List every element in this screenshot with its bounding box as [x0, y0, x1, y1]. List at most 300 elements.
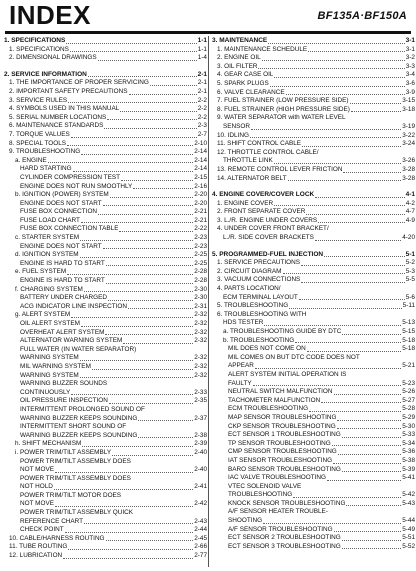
toc-entry[interactable] [1, 415, 207, 424]
toc-entry-title: MIL WARNING SYSTEM [20, 362, 91, 370]
dot-leader [110, 197, 193, 198]
toc-entry[interactable] [209, 157, 415, 166]
dot-leader [81, 154, 193, 155]
toc-entry-title: 11. SHIFT CONTROL CABLE [217, 140, 302, 148]
toc-entry-title: 1. MAINTENANCE SCHEDULE [217, 45, 308, 53]
toc-entry[interactable] [1, 475, 207, 484]
toc-entry-title: BATTERY UNDER CHARGED [20, 294, 107, 302]
toc-entry[interactable] [1, 543, 207, 552]
toc-entry[interactable] [1, 458, 207, 467]
toc-entry-title: 2. FRONT SEPARATE COVER [217, 208, 306, 216]
toc-entry[interactable] [209, 457, 415, 466]
toc-page-number: 5-13 [402, 319, 415, 327]
toc-entry[interactable] [1, 200, 207, 209]
toc-entry[interactable] [209, 397, 415, 406]
toc-page-number: 5-15 [402, 328, 415, 335]
toc-entry[interactable] [209, 268, 415, 277]
toc-entry-title: 10. IDLING [217, 131, 249, 139]
dot-leader [318, 222, 405, 223]
dot-leader [327, 480, 401, 481]
toc-entry[interactable] [1, 208, 207, 217]
dot-leader [65, 532, 194, 533]
toc-page-number: 2-10 [194, 139, 207, 147]
dot-leader [55, 472, 193, 473]
dot-leader [103, 205, 194, 206]
toc-page-number: 2-2 [197, 113, 207, 121]
toc-page-number: 2-66 [194, 543, 207, 551]
toc-entry[interactable] [1, 432, 207, 441]
toc-entry[interactable] [209, 89, 415, 98]
toc-page-number: 3-4 [405, 71, 415, 79]
toc-entry[interactable] [1, 423, 207, 432]
toc-entry[interactable] [209, 63, 415, 72]
toc-entry-title: A/F SENSOR HEATER TROUBLE- [228, 508, 328, 516]
toc-entry-title: VTEC SOLENOID VALVE [228, 482, 302, 490]
toc-page-number: 2-41 [194, 483, 207, 491]
toc-entry[interactable] [1, 286, 207, 295]
dot-leader [299, 299, 405, 300]
toc-entry-title: 3. OIL FILTER [217, 62, 258, 70]
toc-page-number: 4-1 [405, 191, 415, 199]
toc-entry[interactable] [1, 243, 207, 252]
toc-page-number: 3-2 [405, 54, 415, 62]
toc-entry[interactable] [1, 552, 207, 561]
toc-page-number: 2-35 [194, 397, 207, 405]
toc-entry[interactable] [209, 534, 415, 543]
toc-page-number: 2-21 [194, 216, 207, 224]
dot-leader [337, 420, 401, 421]
dot-leader [286, 94, 405, 95]
toc-entry-title: 4. ENGINE COVER/COVER LOCK [212, 191, 315, 199]
toc-entry-title: OVERHEAT ALERT SYSTEM [20, 328, 105, 336]
toc-entry-title: MIL DOES NOT COME ON [228, 345, 306, 353]
dot-leader [71, 317, 193, 318]
toc-entry[interactable] [209, 345, 415, 354]
toc-entry[interactable] [1, 191, 207, 200]
toc-entry-title: 4. SYMBOLS USED IN THIS MANUAL [9, 105, 120, 113]
toc-page-number: 2-21 [194, 208, 207, 216]
dot-leader [264, 325, 401, 326]
toc-page-number: 5-11 [402, 302, 415, 310]
toc-entry-title: 14. ALTERNATOR BELT [217, 174, 287, 182]
toc-entry[interactable] [1, 97, 207, 106]
toc-page-number: 5-49 [402, 525, 415, 533]
dot-leader [129, 94, 197, 95]
toc-entry-title: L./R. SIDE COVER BRACKETS [223, 234, 314, 242]
toc-page-number: 2-30 [194, 294, 207, 302]
toc-entry[interactable] [1, 311, 207, 320]
toc-entry[interactable] [209, 500, 415, 509]
dot-leader [67, 274, 193, 275]
toc-entry-title: HARD STARTING [20, 165, 72, 173]
toc-entry-title: WARNING BUZZER KEEPS SOUNDING [20, 431, 138, 439]
toc-entry-title: 4. UNDER COVER FRONT BRACKET/ [217, 225, 329, 233]
toc-entry[interactable] [209, 285, 415, 294]
toc-entry[interactable] [209, 448, 415, 457]
toc-entry-title: FAULTY [228, 379, 252, 387]
toc-entry[interactable] [209, 132, 415, 141]
toc-page-number: 5-3 [405, 267, 415, 275]
toc-entry-title: 1. SPECIFICATIONS [9, 45, 69, 53]
dot-leader [71, 394, 193, 395]
toc-entry[interactable] [1, 157, 207, 166]
dot-leader [343, 172, 401, 173]
toc-entry-title: 7. TORQUE VALUES [9, 130, 70, 138]
section-gap [209, 183, 415, 191]
toc-page-number: 2-28 [194, 268, 207, 276]
toc-entry-title: 3. VACUUM CONNECTIONS [217, 276, 301, 284]
toc-entry-title: NOT HOLD [20, 483, 53, 491]
toc-entry[interactable] [1, 406, 207, 415]
dot-leader [82, 446, 193, 447]
toc-entry-title: SENSOR [223, 122, 250, 130]
toc-entry[interactable] [209, 491, 415, 500]
dot-leader [80, 240, 193, 241]
toc-entry[interactable] [1, 526, 207, 535]
toc-page-number: 5-23 [402, 379, 415, 387]
toc-entry[interactable] [209, 71, 415, 80]
toc-entry[interactable] [209, 474, 415, 483]
toc-entry[interactable] [209, 54, 415, 63]
toc-entry[interactable] [1, 363, 207, 372]
toc-section-heading[interactable] [1, 71, 207, 80]
toc-entry[interactable] [1, 105, 207, 114]
toc-page-number: 5-27 [402, 396, 415, 404]
toc-section-heading[interactable] [209, 37, 415, 46]
toc-page-number: 5-42 [402, 491, 415, 499]
toc-entry[interactable] [1, 131, 207, 140]
toc-entry[interactable] [209, 423, 415, 432]
dot-leader [342, 548, 402, 549]
toc-entry[interactable] [1, 251, 207, 260]
toc-page-number: 5-30 [402, 422, 415, 430]
toc-entry[interactable] [209, 234, 415, 243]
toc-entry-title: a. TROUBLESHOOTING GUIDE BY DTC [223, 328, 342, 335]
toc-entry-title: 2. ENGINE OIL [217, 54, 261, 62]
toc-entry-title: ECT SENSOR 1 TROUBLESHOOTING [228, 431, 341, 439]
toc-entry[interactable] [1, 260, 207, 269]
toc-entry-title: ECM TROUBLESHOOTING [228, 405, 309, 413]
toc-page-number: 2-23 [194, 234, 207, 242]
model-label: BF135A·BF150A [317, 10, 407, 22]
dot-leader [120, 111, 196, 112]
toc-entry-title: MAP SENSOR TROUBLESHOOTING [228, 413, 337, 421]
toc-entry[interactable] [1, 337, 207, 346]
dot-leader [321, 402, 401, 403]
dot-leader [81, 222, 193, 223]
toc-entry-title: FUSE BOX CONNECTION [20, 208, 98, 216]
toc-entry[interactable] [1, 88, 207, 97]
toc-section-heading[interactable] [209, 191, 415, 200]
toc-page-number: 3-6 [405, 79, 415, 87]
dot-leader [250, 137, 401, 138]
toc-entry[interactable] [209, 526, 415, 535]
dot-leader [253, 385, 402, 386]
dot-leader [302, 146, 401, 147]
toc-entry[interactable] [1, 303, 207, 312]
dot-leader [107, 119, 196, 120]
dot-leader [315, 240, 401, 241]
toc-page-number: 2-14 [194, 156, 207, 164]
toc-entry[interactable] [1, 183, 207, 192]
toc-entry[interactable] [1, 234, 207, 243]
toc-entry[interactable] [209, 440, 415, 449]
dot-leader [324, 256, 404, 257]
toc-entry[interactable] [1, 518, 207, 527]
toc-entry-title: 6. MAINTENANCE STANDARDS [9, 122, 104, 130]
toc-entry[interactable] [209, 175, 415, 184]
toc-entry-title: b. IGNITION (POWER) SYSTEM [15, 191, 109, 199]
toc-page-number: 2-30 [194, 285, 207, 293]
toc-entry[interactable] [209, 208, 415, 217]
dot-leader [80, 257, 194, 258]
toc-entry[interactable] [209, 166, 415, 175]
dot-leader [150, 85, 197, 86]
toc-entry[interactable] [1, 114, 207, 123]
dot-leader [121, 180, 193, 181]
toc-entry[interactable] [1, 79, 207, 88]
dot-leader [70, 51, 197, 52]
toc-entry-title: POWER TRIM/TILT ASSEMBLY DOES [20, 474, 131, 482]
toc-entry[interactable] [1, 389, 207, 398]
toc-entry-title: A/F SENSOR TROUBLESHOOTING [228, 525, 333, 533]
toc-entry[interactable] [209, 414, 415, 423]
toc-page-number: 3-28 [402, 165, 415, 173]
toc-entry[interactable] [209, 543, 415, 552]
toc-entry[interactable] [209, 149, 415, 158]
dot-leader [55, 506, 193, 507]
dot-leader [63, 558, 193, 559]
toc-entry[interactable] [1, 148, 207, 157]
toc-entry-title: NEUTRAL SWITCH MALFUNCTION [228, 388, 333, 396]
page-title: INDEX [9, 0, 91, 30]
toc-page-number: 3-15 [402, 97, 415, 105]
toc-entry-title: CONTINUOUSLY [20, 388, 71, 396]
toc-entry[interactable] [1, 46, 207, 55]
section-gap [1, 63, 207, 71]
toc-page-number: 2-32 [194, 371, 207, 379]
toc-entry[interactable] [1, 397, 207, 406]
toc-entry[interactable] [209, 97, 415, 106]
toc-entry[interactable] [1, 217, 207, 226]
toc-entry[interactable] [209, 371, 415, 380]
toc-entry-title: TACHOMETER MALFUNCTION [228, 396, 321, 404]
toc-entry-title: 11. TUBE ROUTING [9, 543, 68, 551]
toc-entry-title: ALERT SYSTEM INITIAL OPERATION IS [228, 370, 347, 378]
toc-page-number: 2-40 [194, 448, 207, 456]
toc-entry[interactable] [1, 492, 207, 501]
toc-entry[interactable] [1, 277, 207, 286]
toc-entry[interactable] [209, 483, 415, 492]
toc-entry-title: TROUBLESHOOTING [228, 491, 293, 499]
dot-leader [251, 129, 401, 130]
toc-entry-title: WARNING SYSTEM [20, 371, 79, 379]
dot-leader [337, 428, 401, 429]
toc-page-number: 5-36 [402, 448, 415, 456]
dot-leader [80, 360, 194, 361]
toc-entry-title: 8. FUEL STRAINER (HIGH PRESSURE SIDE) [217, 105, 350, 113]
toc-entry[interactable] [1, 268, 207, 277]
dot-leader [274, 205, 405, 206]
toc-entry[interactable] [209, 106, 415, 115]
toc-entry[interactable] [209, 380, 415, 389]
toc-entry-title: 13. REMOTE CONTROL LEVER FRICTION [217, 165, 343, 173]
toc-page-number: 5-34 [402, 439, 415, 447]
toc-entry[interactable] [209, 337, 415, 346]
toc-entry-title: 2. DIMENSIONAL DRAWINGS [9, 54, 97, 62]
toc-entry-title: 10. CABLE/HARNESS ROUTING [9, 534, 105, 542]
toc-entry-title: a. ENGINE [15, 156, 47, 164]
toc-entry[interactable] [209, 405, 415, 414]
toc-entry[interactable] [209, 517, 415, 526]
toc-entry[interactable] [209, 466, 415, 475]
dot-leader [295, 342, 401, 343]
toc-page-number: 5-28 [402, 405, 415, 413]
toc-entry[interactable] [209, 140, 415, 149]
toc-page-number: 2-43 [194, 517, 207, 525]
toc-entry[interactable] [209, 508, 415, 517]
toc-entry[interactable] [1, 440, 207, 449]
toc-entry[interactable] [1, 466, 207, 475]
toc-entry-title: POWER TRIM/TILT ASSEMBLY DOES [20, 457, 131, 465]
toc-entry-title: e. FUEL SYSTEM [15, 268, 67, 276]
toc-entry-title: 5. SERIAL NUMBER LOCATIONS [9, 113, 107, 121]
toc-entry[interactable] [1, 509, 207, 518]
toc-entry-title: ECT SENSOR 3 TROUBLESHOOTING [228, 542, 341, 550]
toc-entry[interactable] [1, 54, 207, 63]
toc-entry[interactable] [209, 225, 415, 234]
toc-page-number: 2-38 [194, 431, 207, 439]
toc-page-number: 2-2 [197, 105, 207, 113]
toc-entry-title: 1. THE IMPORTANCE OF PROPER SERVICING [9, 79, 149, 87]
toc-entry[interactable] [209, 123, 415, 132]
toc-entry-title: g. ALERT SYSTEM [15, 311, 71, 319]
toc-entry-title: h. SHIFT MECHANISM [15, 440, 82, 448]
toc-entry[interactable] [1, 225, 207, 234]
toc-page-number: 2-25 [194, 259, 207, 267]
toc-entry[interactable] [209, 259, 415, 268]
toc-entry-title: 7. FUEL STRAINER (LOW PRESSURE SIDE) [217, 97, 349, 105]
toc-entry-title: INTERMITTENT SHORT SOUND OF [20, 423, 127, 431]
dot-leader [309, 411, 401, 412]
toc-entry[interactable] [1, 122, 207, 131]
dot-leader [103, 248, 194, 249]
toc-entry[interactable] [209, 311, 415, 320]
toc-section-heading[interactable] [209, 251, 415, 260]
toc-page-number: 5-6 [405, 293, 415, 301]
dot-leader [283, 273, 405, 274]
toc-page-number: 2-25 [194, 251, 207, 259]
dot-leader [255, 368, 401, 369]
toc-entry-title: 2. IMPORTANT SAFETY PRECAUTIONS [9, 87, 128, 95]
dot-leader [84, 523, 193, 524]
toc-entry[interactable] [1, 500, 207, 509]
toc-entry-title: 5. SPARK PLUGS [217, 79, 269, 87]
toc-entry[interactable] [209, 46, 415, 55]
toc-entry[interactable] [209, 276, 415, 285]
toc-entry[interactable] [1, 329, 207, 338]
toc-page-number: 5-29 [402, 413, 415, 421]
toc-page-number: 5-41 [402, 474, 415, 482]
toc-entry[interactable] [209, 294, 415, 303]
dot-leader [288, 180, 402, 181]
toc-entry[interactable] [1, 294, 207, 303]
toc-page-number: 2-37 [194, 414, 207, 422]
dot-leader [123, 343, 193, 344]
toc-entry[interactable] [1, 346, 207, 355]
toc-entry-title: f. CHARGING SYSTEM [15, 285, 83, 293]
toc-entry[interactable] [209, 302, 415, 311]
toc-page-number: 2-14 [194, 148, 207, 156]
toc-entry[interactable] [1, 535, 207, 544]
dot-leader [270, 86, 405, 87]
toc-page-number: 1-1 [197, 37, 207, 44]
dot-leader [133, 188, 193, 189]
toc-entry[interactable] [209, 354, 415, 363]
dot-leader [308, 51, 405, 52]
toc-page-number: 5-33 [402, 431, 415, 439]
toc-entry-title: ACG INDICATOR LINE INSPECTION [20, 302, 127, 310]
toc-page-number: 2-77 [194, 552, 207, 560]
dot-leader [307, 351, 401, 352]
dot-leader [106, 540, 194, 541]
toc-entry-title: 3. L./R. ENGINE UNDER COVERS [217, 216, 318, 224]
toc-entry-title: b. TROUBLESHOOTING [223, 336, 295, 344]
toc-entry[interactable] [1, 165, 207, 174]
toc-entry[interactable] [1, 140, 207, 149]
toc-section-heading[interactable] [1, 37, 207, 46]
dot-leader [68, 549, 193, 550]
toc-entry[interactable] [209, 328, 415, 337]
toc-page-number: 5-44 [402, 517, 415, 525]
toc-entry[interactable] [1, 483, 207, 492]
toc-page-number: 3-3 [405, 62, 415, 70]
toc-entry-title: INTERMITTENT PROLONGED SOUND OF [20, 405, 145, 413]
toc-entry[interactable] [209, 362, 415, 371]
dot-leader [109, 403, 193, 404]
toc-entry[interactable] [209, 431, 415, 440]
toc-entry[interactable] [209, 80, 415, 89]
toc-entry[interactable] [209, 114, 415, 123]
toc-entry[interactable] [1, 174, 207, 183]
toc-page-number: 2-20 [194, 191, 207, 199]
toc-entry[interactable] [1, 372, 207, 381]
toc-entry[interactable] [209, 217, 415, 226]
toc-page-number: 5-51 [402, 534, 415, 542]
toc-entry[interactable] [209, 319, 415, 328]
dot-leader [68, 102, 197, 103]
dot-leader [88, 76, 197, 77]
toc-page-number: 3-19 [402, 122, 415, 130]
toc-entry[interactable] [209, 200, 415, 209]
dot-leader [333, 463, 401, 464]
toc-page-number: 5-18 [402, 336, 415, 344]
toc-entry-title: FUSE BOX CONNECTION TABLE [20, 225, 119, 233]
toc-entry[interactable] [209, 388, 415, 397]
toc-entry[interactable] [1, 449, 207, 458]
toc-entry[interactable] [1, 320, 207, 329]
toc-entry[interactable] [1, 380, 207, 389]
toc-entry[interactable] [1, 354, 207, 363]
toc-page-number: 3-18 [402, 105, 415, 113]
dot-leader [54, 489, 193, 490]
dot-leader [351, 111, 401, 112]
toc-entry-title: ALTERNATOR WARNING SYSTEM [20, 337, 123, 345]
toc-entry-title: OIL ALERT SYSTEM [20, 320, 80, 327]
toc-page-number: 3-1 [405, 45, 415, 53]
toc-page-number: 2-1 [197, 70, 207, 78]
toc-page-number: 2-2 [197, 96, 207, 104]
